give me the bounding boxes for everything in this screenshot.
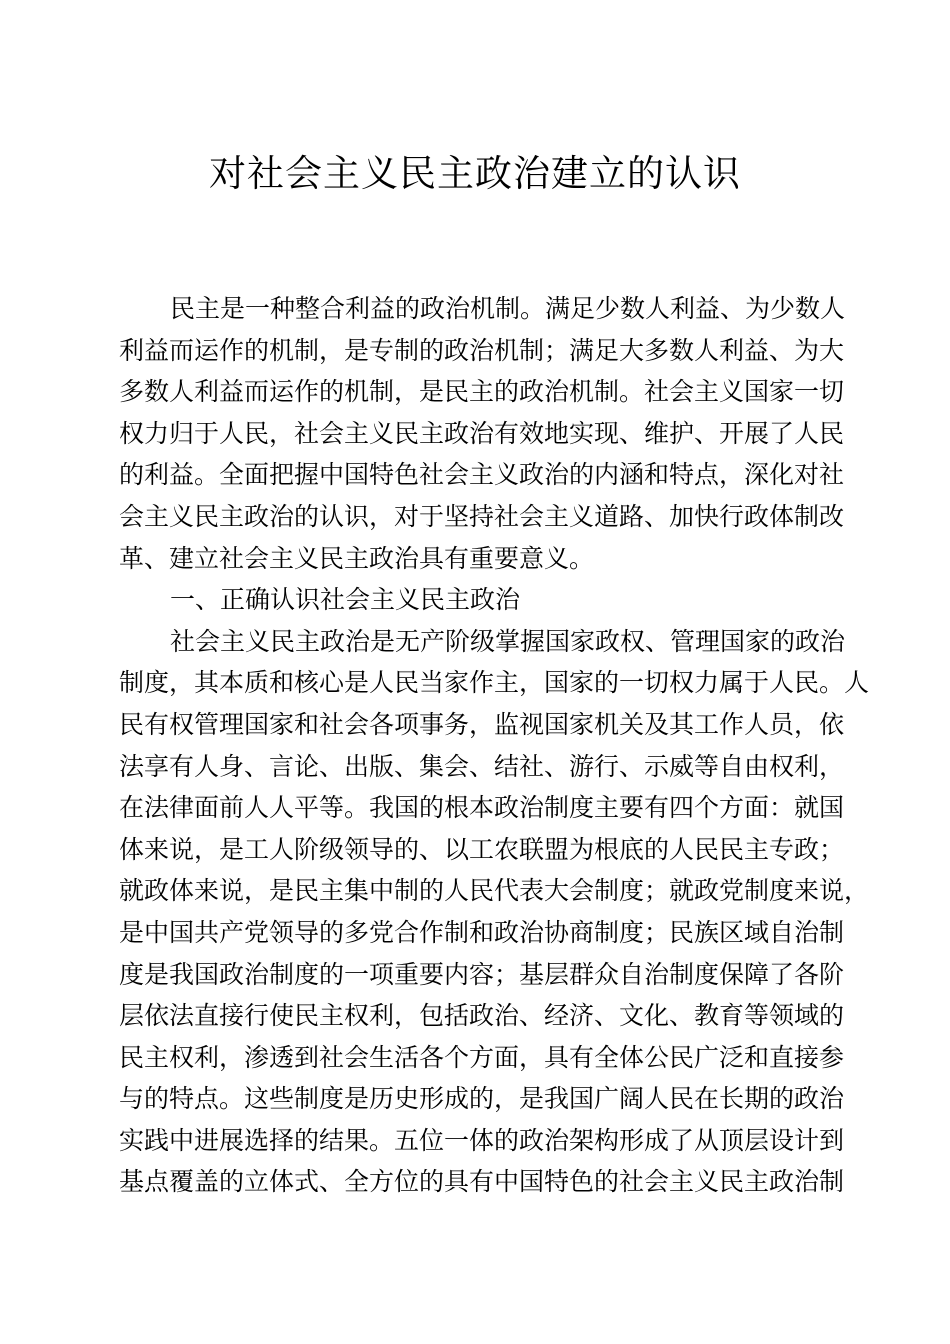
paragraph-line: 基点覆盖的立体式、全方位的具有中国特色的社会主义民主政治制 [119, 1167, 845, 1197]
paragraph-line: 会主义民主政治的认识，对于坚持社会主义道路、加快行政体制改 [119, 501, 845, 531]
document-body [119, 288, 870, 1203]
paragraph-line: 实践中进展选择的结果。五位一体的政治架构形成了从顶层设计到 [119, 1125, 845, 1155]
paragraph-line: 革、建立社会主义民主政治具有重要意义。 [119, 543, 595, 573]
paragraph-line: 度是我国政治制度的一项重要内容；基层群众自治制度保障了各阶 [119, 959, 845, 989]
document-title: 对社会主义民主政治建立的认识 [209, 152, 741, 195]
paragraph-line: 民主是一种整合利益的政治机制。满足少数人利益、为少数人 [170, 294, 846, 323]
paragraph-line: 民主权利，渗透到社会生活各个方面，具有全体公民广泛和直接参 [119, 1042, 845, 1072]
paragraph-line: 社会主义民主政治是无产阶级掌握国家政权、管理国家的政治 [170, 626, 846, 656]
paragraph-line: 民有权管理国家和社会各项事务，监视国家机关及其工作人员，依 [119, 709, 845, 739]
paragraph-line: 层依法直接行使民主权利，包括政治、经济、文化、教育等领域的 [119, 1001, 845, 1031]
paragraph-line: 多数人利益而运作的机制，是民主的政治机制。社会主义国家一切 [119, 377, 845, 407]
paragraph-line: 的利益。全面把握中国特色社会主义政治的内涵和特点，深化对社 [119, 460, 845, 490]
section-heading: 一、正确认识社会主义民主政治 [170, 585, 521, 615]
paragraph-line: 权力归于人民，社会主义民主政治有效地实现、维护、开展了人民 [119, 418, 845, 448]
paragraph-line: 制度，其本质和核心是人民当家作主，国家的一切权力属于人民。人 [119, 668, 870, 698]
paragraph-line: 利益而运作的机制，是专制的政治机制；满足大多数人利益、为大 [119, 335, 845, 365]
paragraph-line: 与的特点。这些制度是历史形成的，是我国广阔人民在长期的政治 [119, 1084, 845, 1114]
paragraph-line: 体来说，是工人阶级领导的、以工农联盟为根底的人民民主专政； [119, 834, 845, 864]
paragraph-line: 在法律面前人人平等。我国的根本政治制度主要有四个方面：就国 [119, 793, 845, 823]
paragraph-line: 是中国共产党领导的多党合作制和政治协商制度；民族区域自治制 [119, 917, 845, 947]
paragraph-line: 就政体来说，是民主集中制的人民代表大会制度；就政党制度来说， [119, 876, 870, 906]
paragraph-line: 法享有人身、言论、出版、集会、结社、游行、示威等自由权利， [119, 751, 845, 781]
